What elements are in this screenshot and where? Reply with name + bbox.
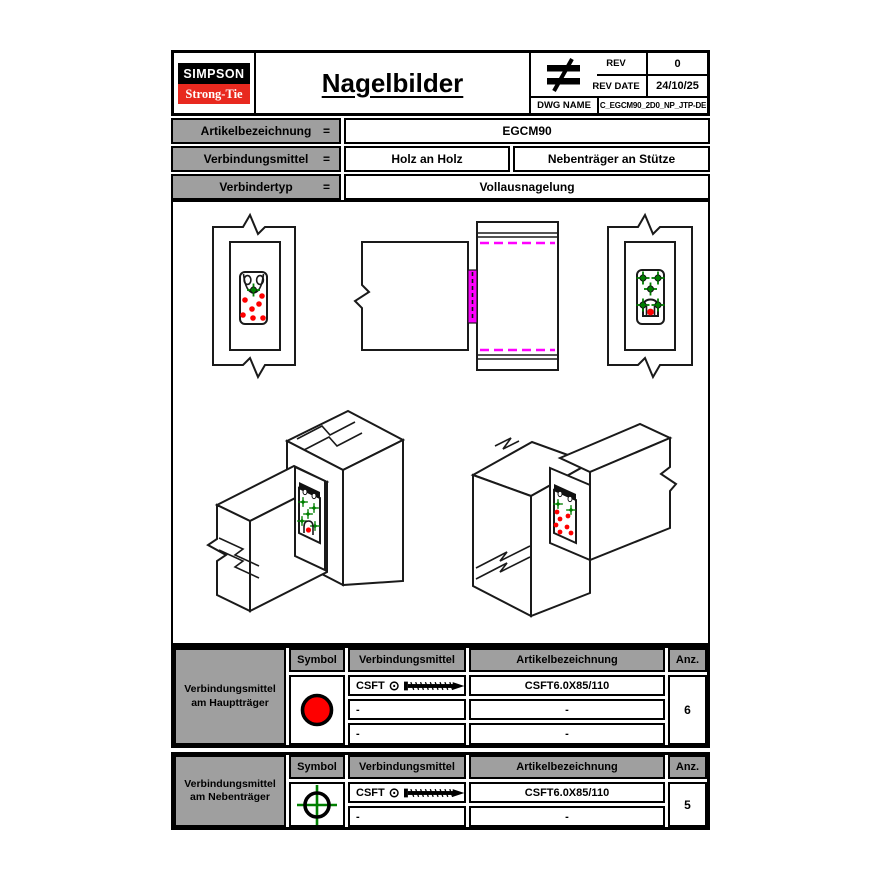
dwg-name-label: DWG NAME <box>531 98 597 113</box>
artikel-cell: - <box>469 723 665 745</box>
nail-pattern-drawings <box>173 202 707 642</box>
screw-icon <box>404 679 464 693</box>
info-value: Nebenträger an Stütze <box>513 146 710 172</box>
col-header-symbol: Symbol <box>289 755 345 779</box>
fastener-cell <box>348 782 466 803</box>
view-iso-beam-to-post <box>208 411 403 611</box>
anzahl-value: 5 <box>668 782 707 827</box>
equals-sign: = <box>322 124 330 138</box>
screw-icon <box>404 786 464 800</box>
rev-label: REV <box>586 53 646 74</box>
info-label <box>171 174 341 200</box>
view-main-member-front <box>213 215 295 377</box>
table-row-label: Verbindungsmittel am Hauptträger <box>174 648 286 745</box>
info-label-text: Verbindertyp <box>219 180 293 194</box>
csft-label: CSFT <box>356 786 385 799</box>
fastener-cell: - <box>348 806 466 827</box>
col-header-anz: Anz. <box>668 648 707 672</box>
col-header-artikelbezeichnung: Artikelbezeichnung <box>469 755 665 779</box>
info-label <box>171 118 341 144</box>
equals-sign: = <box>322 152 330 166</box>
title-block <box>171 50 710 116</box>
artikel-cell: - <box>469 806 665 827</box>
table-row-label: Verbindungsmittel am Nebenträger <box>174 755 286 827</box>
logo <box>174 53 256 113</box>
info-row-artikel <box>171 118 710 144</box>
rev-value: 0 <box>648 53 707 74</box>
drawing-area <box>171 200 710 645</box>
fastener-table-nebenträger <box>171 752 710 830</box>
rev-date-value: 24/10/25 <box>648 76 707 96</box>
screw-head-icon: ⊙ <box>388 785 400 800</box>
logo-simpson: SIMPSON <box>178 63 250 84</box>
view-secondary-member-front <box>608 215 692 377</box>
page-title: Nagelbilder <box>321 67 464 98</box>
col-header-verbindungsmittel: Verbindungsmittel <box>348 755 466 779</box>
rev-date-label: REV DATE <box>586 76 646 96</box>
fastener-cell <box>348 675 466 696</box>
dwg-name-value: C_EGCM90_2D0_NP_JTP-DE <box>599 98 707 113</box>
info-value: Holz an Holz <box>344 146 510 172</box>
view-iso-beam-to-column <box>473 424 676 616</box>
col-header-verbindungsmittel: Verbindungsmittel <box>348 648 466 672</box>
logo-strongtie: Strong-Tie <box>178 84 250 104</box>
screw-head-icon: ⊙ <box>388 678 400 693</box>
fastener-cell: - <box>348 723 466 745</box>
csft-label: CSFT <box>356 679 385 692</box>
col-header-artikelbezeichnung: Artikelbezeichnung <box>469 648 665 672</box>
fastener-cell: - <box>348 699 466 720</box>
info-row-verbindungsmittel <box>171 146 710 172</box>
drawing-sheet <box>171 50 710 832</box>
info-label-text: Verbindungsmittel <box>203 152 309 166</box>
artikel-cell: CSFT6.0X85/110 <box>469 782 665 803</box>
title-cell <box>256 53 529 113</box>
revision-block <box>529 53 707 113</box>
info-value: EGCM90 <box>344 118 710 144</box>
info-label <box>171 146 341 172</box>
info-row-verbindertyp <box>171 174 710 200</box>
artikel-cell: - <box>469 699 665 720</box>
col-header-anz: Anz. <box>668 755 707 779</box>
col-header-symbol: Symbol <box>289 648 345 672</box>
artikel-cell: CSFT6.0X85/110 <box>469 675 665 696</box>
green-crosshair-circle-icon <box>289 782 345 827</box>
info-label-text: Artikelbezeichnung <box>200 124 312 138</box>
equals-sign: = <box>322 180 330 194</box>
anzahl-value: 6 <box>668 675 707 745</box>
info-value: Vollausnagelung <box>344 174 710 200</box>
fastener-table-hauptträger <box>171 645 710 748</box>
view-side-section <box>355 222 558 370</box>
red-filled-circle-icon <box>289 675 345 745</box>
